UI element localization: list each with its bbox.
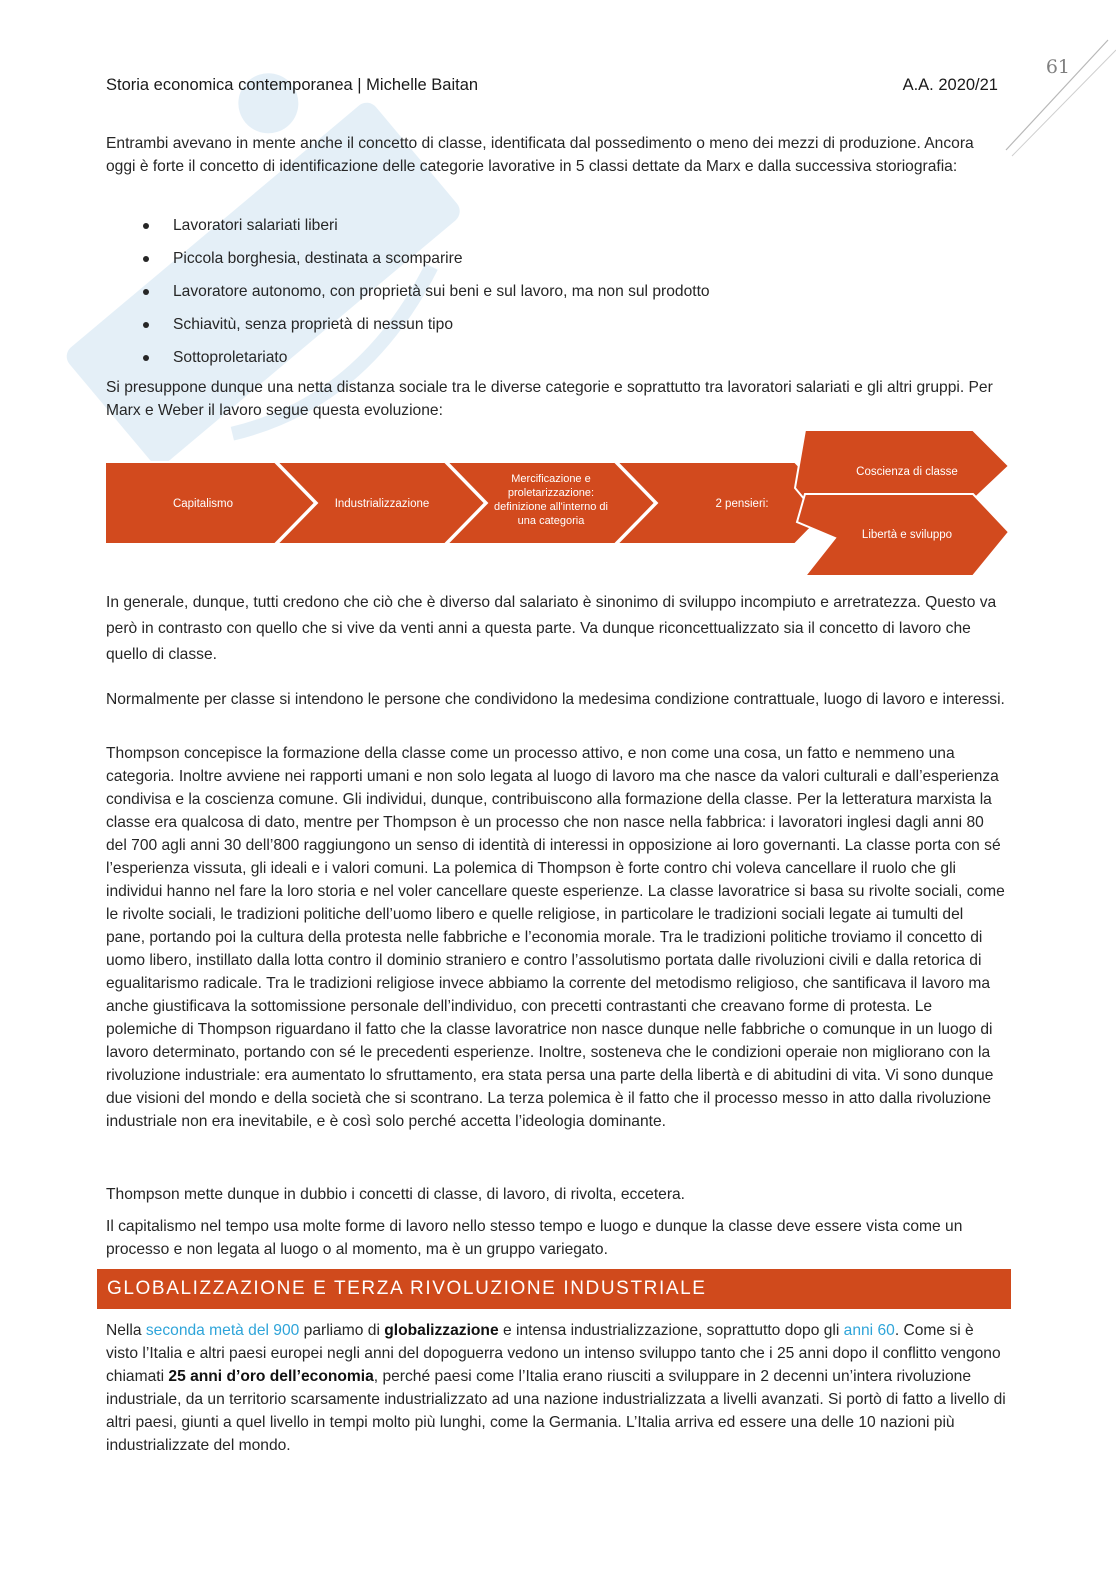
- highlight-link: anni 60: [843, 1322, 895, 1339]
- highlight-link: seconda metà del 900: [145, 1322, 300, 1339]
- diagram-step-4-label: 2 pensieri:: [715, 498, 769, 510]
- class-list: [106, 209, 986, 374]
- diagram-branch-top-label: Coscienza di classe: [856, 466, 958, 478]
- diagram-step-2-label: Industrializzazione: [334, 498, 430, 510]
- page-number: 61: [1045, 56, 1070, 78]
- page-header: [106, 76, 998, 95]
- paragraph-thompson-doubts: Thompson mette dunque in dubbio i concetti di classe, di lavoro, di rivolta, eccetera.: [106, 1186, 686, 1203]
- globalization-paragraph: Nella seconda metà del 900 parliamo di globalizzazione e intensa industrializzazione, soprattutto dopo gli anni 60. Come si è visto l’Italia e altri paesi europei negli anni del dopoguerra vedono un intenso sviluppo tanto che i 25 anni dopo il conflitto vengono chiamati 25 anni d’oro dell’economia, perché paesi come l’Italia erano riusciti a sviluppare in 2 decenni un’intera rivoluzione industriale, da un territorio scarsamente industrializzato ad una nazione industrializzata a livelli avanzati. Si portò di fatto a livello di altri paesi, giunti a quel livello in tempi molto più lunghi, come la Germania. L’Italia arriva ed essere una delle 10 nazioni più industrializzate del mondo.: [106, 1322, 1006, 1454]
- list-item: Lavoratore autonomo, con proprietà sui beni e sul lavoro, ma non sul prodotto: [106, 275, 986, 308]
- diagram-branch-bottom-label: Libertà e sviluppo: [861, 529, 953, 541]
- paragraph-class-definition: Normalmente per classe si intendono le persone che condividono la medesima condizione contrattuale, luogo di lavoro e interessi.: [106, 691, 1005, 708]
- paragraph-thompson: Thompson concepisce la formazione della classe come un processo attivo, e non come una cosa, un fatto e nemmeno una categoria. Inoltre avviene nei rapporti umani e non solo legata al luogo di lavoro ma che nasce da valori culturali e dall’esperienza condivisa e la coscienza comune. Gli individui, dunque, contribuiscono alla formazione della classe. Per la letteratura marxista la classe era qualcosa di dato, mentre per Thompson è un processo che non nasce nella fabbrica: i lavoratori inglesi dagli anni 80 del 700 agli anni 30 dell’800 raggiungono un senso di identità di interessi in opposizione ai loro governanti. La classe porta con sé l’esperienza vissuta, gli ideali e i valori comuni. La polemica di Thompson è forte contro chi voleva cancellare il ruolo che gli individui hanno nel fare la loro storia e nel voler cancellare queste esperienze. La classe lavoratrice si basa su rivolte sociali, come le rivolte sociali, le tradizioni politiche dell’uomo libero e quelle religiose, in particolare le tradizioni sociali legate ai tumulti del pane, portando poi la cultura della protesta nelle fabbriche e l’economia morale. Tra le tradizioni politiche troviamo il concetto di uomo libero, instillato dalla lotta contro il dominio straniero e contro l’assolutismo portata dalle rivoluzioni civili e dalla retorica di egualitarismo radicale. Tra le tradizioni religiose invece abbiamo la corrente del metodismo religioso, che santificava il lavoro ma anche giustificava la sottomissione personale dell’individuo, con precetti contrastanti che creavano forme di protesta. Le polemiche di Thompson riguardano il fatto che la classe lavoratrice non nasce dunque nelle fabbriche o comunque in un luogo di lavoro determinato, portando con sé le precedenti esperienze. Inoltre, sosteneva che le condizioni operaie non migliorano con la rivoluzione industriale: era aumentato lo sfruttamento, era stata persa una parte della libertà e di abitudini di vita. Vi sono dunque due visioni del mondo e della società che si scontrano. La terza polemica è il fatto che il processo messo in atto dalla rivoluzione industriale non era inevitabile, e è così solo perché accetta l’ideologia dominante.: [106, 745, 1005, 1130]
- list-item: Sottoproletariato: [106, 341, 986, 374]
- list-item: Schiavitù, senza proprietà di nessun tipo: [106, 308, 986, 341]
- list-item: Lavoratori salariati liberi: [106, 209, 986, 242]
- academic-year: A.A. 2020/21: [902, 76, 998, 94]
- section-heading: GLOBALIZZAZIONE E TERZA RIVOLUZIONE INDUSTRIALE: [97, 1269, 1011, 1309]
- paragraph-capitalism: Il capitalismo nel tempo usa molte forme di lavoro nello stesso tempo e luogo e dunque la classe deve essere vista come un processo e non legata al luogo o al momento, ma è un gruppo variegato.: [106, 1218, 963, 1258]
- paragraph-general: In generale, dunque, tutti credono che ciò che è diverso dal salariato è sinonimo di sviluppo incompiuto e arretratezza. Questo va però in contrasto con quello che si vive da venti anni a questa parte. Va dunque riconcettualizzato sia il concetto di lavoro che quello di classe.: [106, 594, 997, 663]
- diagram-step-3-label: Mercificazione e proletarizzazione: definizione all'interno di una categoria: [493, 473, 608, 527]
- bold-term: globalizzazione: [384, 1322, 499, 1339]
- page-corner-decoration: [996, 0, 1116, 160]
- after-list-paragraph: Si presuppone dunque una netta distanza sociale tra le diverse categorie e soprattutto tra lavoratori salariati e gli altri gruppi. Per Marx e Weber il lavoro segue questa evoluzione:: [106, 379, 993, 419]
- diagram-branch-top: [795, 430, 1009, 500]
- bold-term: 25 anni d’oro dell’economia: [168, 1368, 374, 1385]
- diagram-step-1-label: Capitalismo: [172, 498, 234, 510]
- intro-paragraph: Entrambi avevano in mente anche il concetto di classe, identificata dal possedimento o meno dei mezzi di produzione. Ancora oggi è forte il concetto di identificazione delle categorie lavorative in 5 classi dettate da Marx e dalla successiva storiografia:: [106, 135, 974, 175]
- list-item: Piccola borghesia, destinata a scomparire: [106, 242, 986, 275]
- evolution-diagram: [105, 428, 1013, 580]
- document-title: Storia economica contemporanea | Michelle Baitan: [106, 76, 479, 94]
